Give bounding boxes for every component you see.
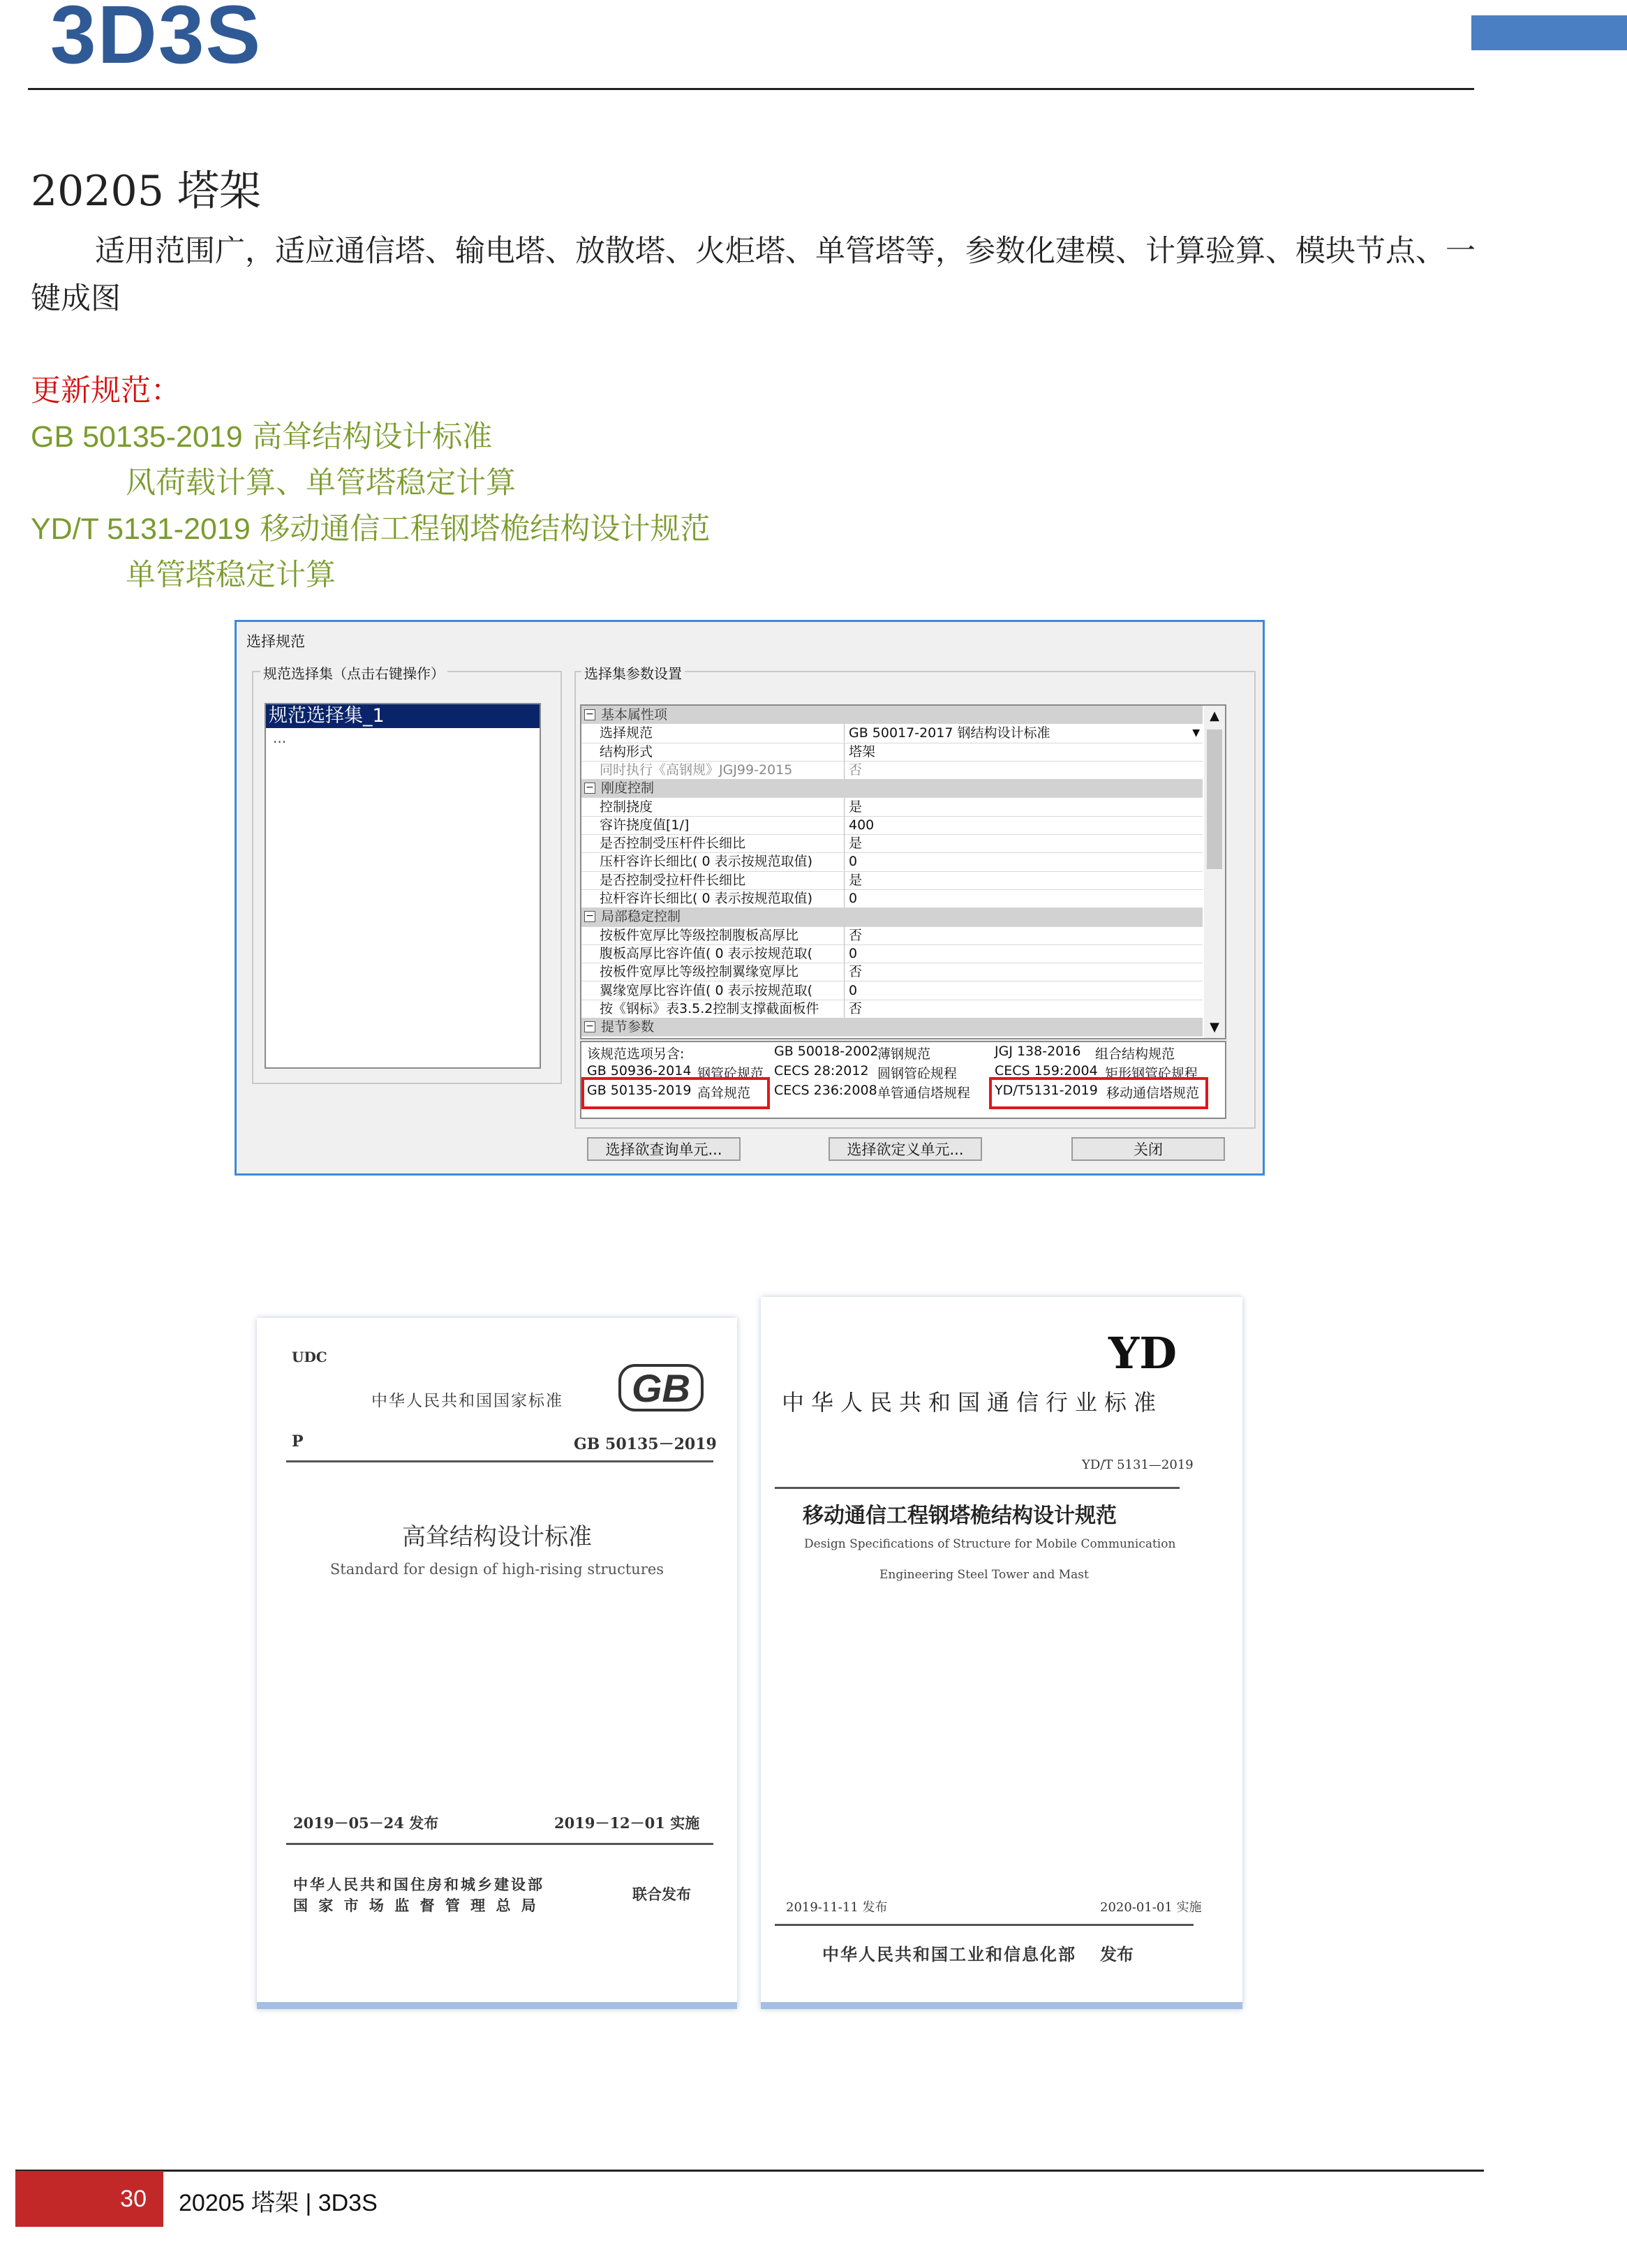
select-query-unit-button[interactable]: 选择欲查询单元... [587,1137,741,1161]
param-row[interactable] [581,724,1203,743]
cover-divider [286,1460,713,1462]
category-label: 刚度控制 [601,780,655,796]
options-label: 该规范选项另含: [587,1046,685,1062]
param-name: 控制挠度 [600,799,653,815]
yd-publish-label: 发布 [1100,1945,1134,1964]
param-value[interactable]: GB 50017-2017 钢结构设计标准 [844,724,1205,742]
update-item-1 [31,413,492,456]
scroll-up-icon[interactable]: ▲ [1210,709,1219,723]
publisher-2: 国 家 市 场 监 督 管 理 总 局 [293,1897,539,1914]
option-name: 圆钢管砼规程 [877,1066,958,1081]
update-item-2 [31,505,710,548]
yd-release-date: 2019-11-11 发布 [786,1900,888,1915]
p-label: P [292,1432,304,1451]
highlight-gb50135 [581,1077,770,1109]
release-date: 2019－05－24 发布 [293,1814,439,1832]
yd-code: YD/T 5131—2019 [1082,1458,1194,1472]
footer-divider [15,2170,1484,2172]
param-value[interactable]: 0 [844,852,1205,870]
param-name: 按《钢标》表3.5.2控制支撑截面板件 [600,1000,819,1016]
category-label: 局部稳定控制 [601,909,681,925]
issuer: 中华人民共和国国家标准 [371,1392,563,1410]
option-code: CECS 159:2004 [995,1063,1098,1079]
param-value[interactable]: 否 [844,1000,1205,1018]
param-category-row[interactable] [581,907,1203,926]
param-row[interactable] [581,981,1203,1000]
param-grid[interactable] [580,704,1226,1039]
code-options-box [580,1041,1226,1119]
gb-code: GB 50135－2019 [574,1435,717,1453]
update-code: YD/T 5131-2019 [31,512,251,546]
footer-text: 20205 塔架 | 3D3S [179,2190,378,2216]
param-row[interactable] [581,944,1203,963]
param-row[interactable] [581,798,1203,817]
param-value[interactable]: 0 [844,944,1205,963]
param-name: 是否控制受拉杆件长细比 [600,872,746,888]
param-name: 同时执行《高钢规》JGJ99-2015 [600,762,793,778]
option-code: JGJ 138-2016 [995,1044,1081,1059]
option-name: 移动通信塔规范 [1106,1085,1200,1101]
select-define-unit-button[interactable]: 选择欲定义单元... [829,1137,982,1161]
publisher-1: 中华人民共和国住房和城乡建设部 [293,1876,544,1893]
yd-title-en-2: Engineering Steel Tower and Mast [879,1568,1089,1582]
param-value[interactable]: 0 [844,889,1205,907]
select-code-dialog [235,620,1265,1176]
param-value[interactable]: 是 [844,834,1205,852]
param-name: 结构形式 [600,743,653,759]
option-name: 薄钢规范 [877,1046,931,1062]
param-value[interactable]: 是 [844,871,1205,889]
header-divider [28,88,1474,90]
list-item[interactable]: ... [273,729,287,746]
gb-logo-text: GB [632,1366,690,1410]
code-set-group-label: 规范选择集（点击右键操作） [260,662,447,683]
logo-text: 3D3S [50,0,262,70]
param-group-label: 选择集参数设置 [581,662,685,683]
cover-divider [286,1843,713,1845]
param-row[interactable] [581,761,1203,780]
highlight-ydt5131 [989,1077,1208,1109]
yd-title-cn: 移动通信工程钢塔桅结构设计规范 [803,1504,1117,1528]
category-label: 基本属性项 [601,707,668,722]
update-name: 移动通信工程钢塔桅结构设计规范 [250,512,711,547]
implement-date: 2019－12－01 实施 [554,1814,700,1832]
joint-release: 联合发布 [632,1886,691,1903]
option-code: GB 50135-2019 [587,1083,692,1098]
param-category-row[interactable] [581,779,1203,798]
param-row[interactable] [581,926,1203,945]
option-code: YD/T5131-2019 [995,1083,1098,1098]
gb-title-en: Standard for design of high-rising structures [329,1561,664,1578]
update-detail-2: 单管塔稳定计算 [126,558,336,593]
yd-publisher: 中华人民共和国工业和信息化部 [822,1945,1076,1964]
param-row[interactable] [581,834,1203,853]
param-category-row[interactable] [581,1018,1203,1037]
code-set-list[interactable] [265,703,541,1069]
yd-logo-icon: YD [1108,1328,1177,1379]
param-value[interactable]: 是 [844,798,1205,816]
section-paragraph: 适用范围广，适应通信塔、输电塔、放散塔、火炬塔、单管塔等，参数化建模、计算验算、模块节点、一键成图 [31,234,1476,316]
param-row[interactable] [581,1000,1203,1018]
param-row[interactable] [581,963,1203,981]
collapse-icon[interactable]: − [584,783,595,794]
param-value[interactable]: 否 [844,761,1205,779]
option-name: 矩形钢管砼规程 [1105,1066,1198,1081]
param-value[interactable]: 塔架 [844,743,1205,761]
option-name: 钢管砼规范 [697,1066,764,1081]
param-value[interactable]: 否 [844,926,1205,944]
option-name: 高耸规范 [697,1085,751,1101]
gb-logo-icon [617,1361,705,1414]
update-code: GB 50135-2019 [31,420,243,454]
dialog-title: 选择规范 [246,633,305,650]
param-name: 按板件宽厚比等级控制腹板高厚比 [600,927,799,943]
section-title: 20205 塔架 [31,167,261,216]
cover-divider [775,1487,1180,1489]
option-name: 组合结构规范 [1095,1046,1175,1062]
ydt5131-cover [761,1297,1242,2009]
update-name: 高耸结构设计标准 [242,420,493,454]
param-row[interactable] [581,852,1203,871]
yd-implement-date: 2020-01-01 实施 [1100,1900,1202,1915]
close-button[interactable]: 关闭 [1071,1137,1225,1161]
scrollbar-thumb[interactable] [1207,729,1222,869]
udc-label: UDC [292,1349,327,1365]
collapse-icon[interactable]: − [584,709,595,720]
category-label: 提节参数 [601,1019,655,1035]
yd-issuer: 中华人民共和国通信行业标准 [782,1389,1164,1416]
page-number: 30 [120,2186,147,2212]
param-name: 选择规范 [600,725,653,741]
param-value[interactable]: 0 [844,981,1205,1000]
param-name: 翼缘宽厚比容许值( 0 表示按规范取( [600,982,812,998]
param-value[interactable]: 400 [844,816,1205,834]
param-row[interactable] [581,743,1203,762]
option-code: CECS 28:2012 [774,1063,869,1079]
header-accent-bar [1471,15,1627,50]
update-detail-1: 风荷载计算、单管塔稳定计算 [126,466,516,501]
scroll-down-icon[interactable]: ▼ [1210,1020,1219,1035]
param-value[interactable]: 否 [844,963,1205,981]
dropdown-arrow-icon[interactable]: ▼ [1192,727,1200,739]
param-name: 腹板高厚比容许值( 0 表示按规范取( [600,945,812,961]
yd-title-en-1: Design Specifications of Structure for Mobile Communication [804,1537,1176,1551]
option-code: GB 50018-2002 [774,1044,879,1059]
scrollbar[interactable] [1204,706,1225,1038]
param-name: 是否控制受压杆件长细比 [600,836,746,852]
option-code: CECS 236:2008 [774,1083,877,1098]
option-code: GB 50936-2014 [587,1063,692,1079]
list-item[interactable]: 规范选择集_1 [266,704,540,728]
gb-title-cn: 高耸结构设计标准 [402,1523,592,1551]
param-row[interactable] [581,889,1203,908]
collapse-icon[interactable]: − [584,1021,595,1032]
param-category-row[interactable] [581,706,1203,725]
param-name: 按板件宽厚比等级控制翼缘宽厚比 [600,964,799,980]
3d3s-logo [50,0,315,70]
option-name: 单管通信塔规程 [877,1085,971,1101]
gb50135-cover [257,1318,737,2009]
cover-divider [775,1924,1194,1926]
param-name: 拉杆容许长细比( 0 表示按规范取值) [600,891,812,906]
collapse-icon[interactable]: − [584,911,595,922]
param-name: 压杆容许长细比( 0 表示按规范取值) [600,854,812,870]
param-row[interactable] [581,816,1203,835]
param-row[interactable] [581,871,1203,890]
update-label: 更新规范： [31,373,181,408]
param-name: 容许挠度值[1/] [600,817,690,833]
